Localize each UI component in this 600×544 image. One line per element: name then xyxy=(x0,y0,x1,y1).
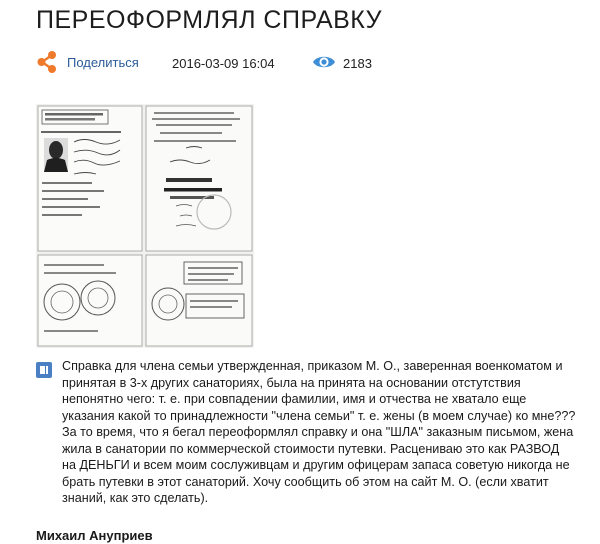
article-body xyxy=(36,358,576,507)
document-photo[interactable] xyxy=(36,104,254,348)
share-label: Поделиться xyxy=(67,54,139,70)
note-icon xyxy=(36,362,52,378)
page-title: ПЕРЕОФОРМЛЯЛ СПРАВКУ xyxy=(36,6,383,34)
article-text: Справка для члена семьи утвержденная, приказом М. О., заверенная военкоматом и принятая в 3-х других санаториях, была на принята на основании отстутствия непонятно чего: т. е. при совпадении фамилии, имя и отчества не хватало еще указания какой то принадлежности "члена семьи" т. е. жены (в моем случае) ко мне??? За то время, что я бегал переоформлял справку и она "ШЛА" заказным письмом, жена жила в санатории по коммерческой стоимости путевки. Расцениваю это как РАЗВОД на ДЕНЬГИ и всем моим сослуживцам и другим офицерам запаса советую никогда не брать путевки в этот санаторий. Хочу сообщить об этом на сайт М. О. (если хватит знаний, как это сделать). xyxy=(62,359,576,505)
publish-date: 2016-03-09 16:04 xyxy=(172,56,275,71)
article-meta xyxy=(36,50,576,78)
views-count: 2183 xyxy=(343,56,372,71)
author-name: Михаил Ануприев xyxy=(36,528,153,543)
view-counter xyxy=(312,52,372,75)
share-button[interactable] xyxy=(36,50,139,74)
eye-icon xyxy=(312,52,336,75)
share-icon xyxy=(36,50,58,74)
